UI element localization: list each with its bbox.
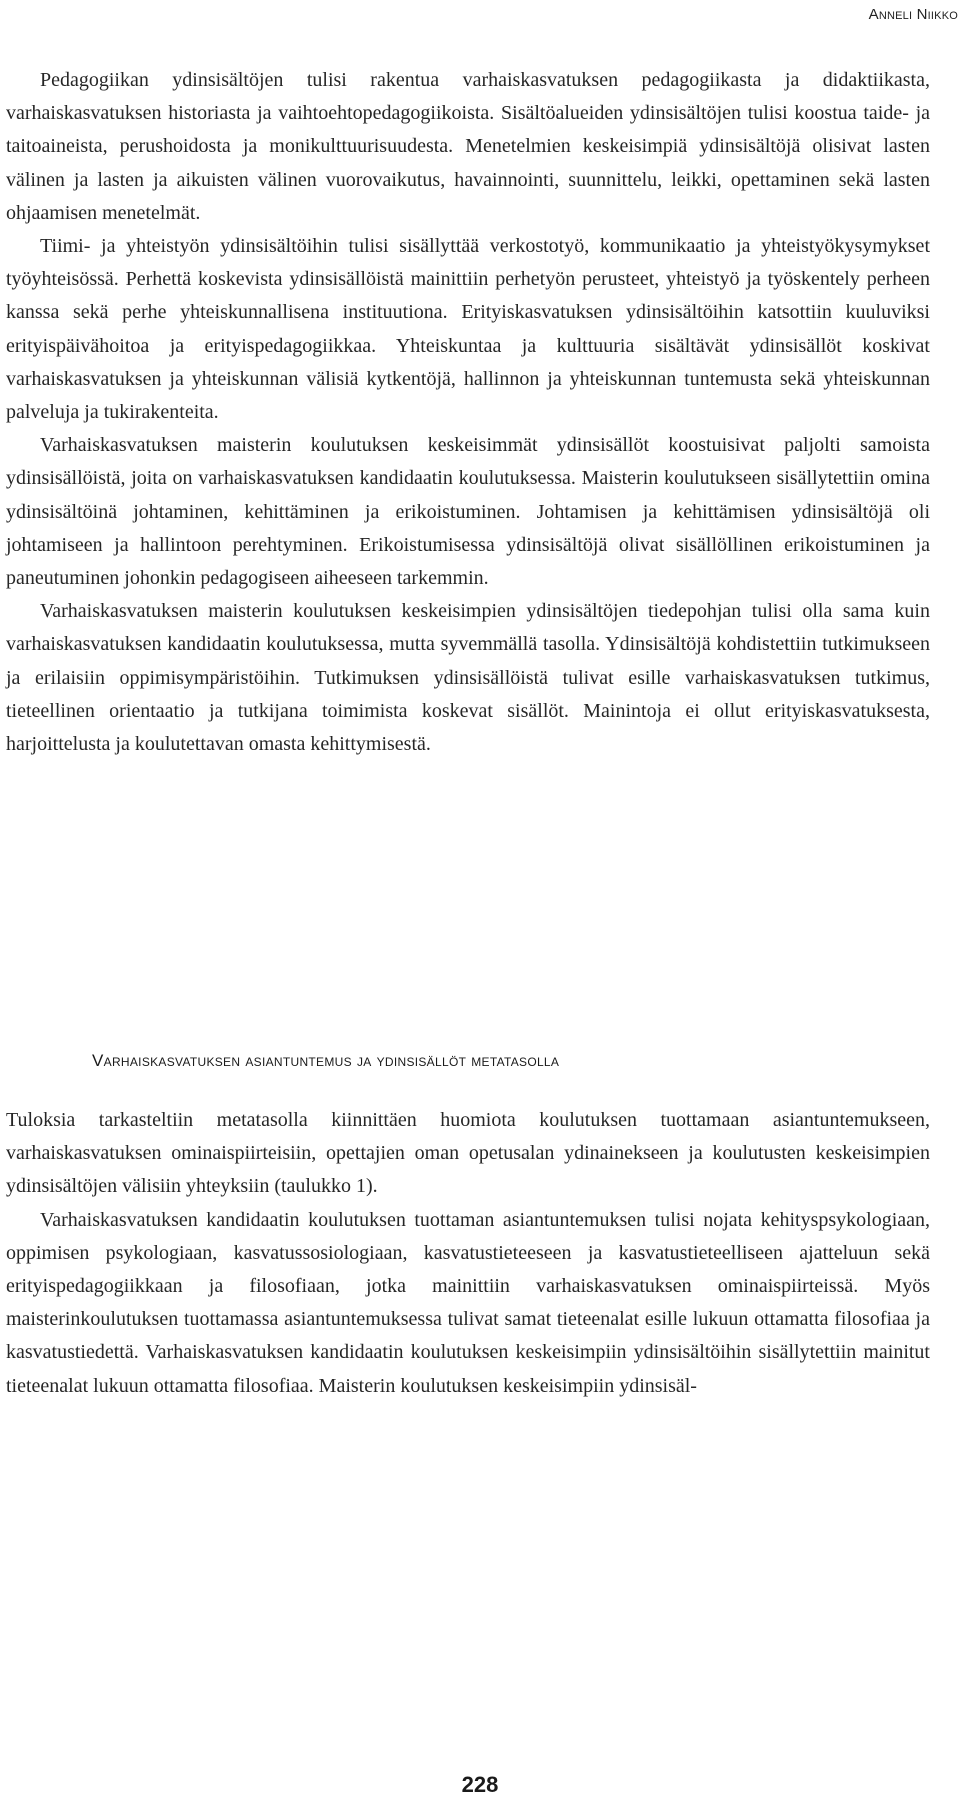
body-text-top [6, 64, 930, 761]
page-number: 228 [461, 1772, 499, 1797]
paragraph-meta-level-intro: Tuloksia tarkasteltiin metatasolla kiinnittäen huomiota koulutuksen tuottamaan asiantuntemukseen, varhaiskasvatuksen ominaispiirteisiin, opettajien oman opetusalan ydinainekseen ja koulutusten keskeisimpien ydinsisältöjen välisiin yhteyksiin (taulukko 1). [6, 1109, 930, 1198]
paragraph-master-core-content: Varhaiskasvatuksen maisterin koulutuksen keskeisimmät ydinsisällöt koostuisivat paljolti samoista ydinsisällöistä, joita on varhaiskasvatuksen kandidaatin koulutuksessa. Maisterin koulutukseen sisällytettiin omina ydinsisältöinä johtaminen, kehittäminen ja erikoistuminen. Johtamisen ja kehittämisen ydinsisältöjä oli johtamiseen ja hallintoon perehtyminen. Erikoistumisessa ydinsisältöjä olivat sisällöllinen erikoistuminen ja paneutuminen johonkin pedagogiseen aiheeseen tarkemmin. [6, 434, 930, 590]
running-header-author: Anneli Niikko [868, 6, 958, 23]
paragraph-pedagogy: Pedagogiikan ydinsisältöjen tulisi rakentua varhaiskasvatuksen pedagogiikasta ja didaktiikasta, varhaiskasvatuksen historiasta ja vaihtoehtopedagogiikoista. Sisältöalueiden ydinsisältöjen tulisi koostua taide- ja taitoaineista, perushoidosta ja monikulttuurisuudesta. Menetelmien keskeisimpiä ydinsisältöjä olisivat lasten välinen ja lasten ja aikuisten välinen vuorovaikutus, havainnointi, suunnittelu, leikki, opettaminen sekä lasten ohjaamisen menetelmät. [6, 69, 930, 224]
paragraph-master-science-base: Varhaiskasvatuksen maisterin koulutuksen keskeisimpien ydinsisältöjen tiedepohjan tulisi olla sama kuin varhaiskasvatuksen kandidaatin koulutuksessa, mutta syvemmällä tasolla. Ydinsisältöjä kohdistettiin tutkimukseen ja erilaisiin oppimisympäristöihin. Tutkimuksen ydinsisällöistä tulivat esille varhaiskasvatuksen tutkimus, tieteellinen orientaatio ja tutkijana toimimista koskevat sisällöt. Mainintoja ei ollut erityiskasvatuksesta, harjoittelusta ja koulutettavan omasta kehittymisestä. [6, 600, 930, 756]
paragraph-teamwork: Tiimi- ja yhteistyön ydinsisältöihin tulisi sisällyttää verkostotyö, kommunikaatio ja yhteistyökysymykset työyhteisössä. Perhettä koskevista ydinsisällöistä mainittiin perhetyön perusteet, yhteistyö ja työskentely perheen kanssa sekä perhe yhteiskunnallisena instituutiona. Erityiskasvatuksen ydinsisältöihin katsottiin kuuluviksi erityispäivähoitoa ja erityispedagogiikkaa. Yhteiskuntaa ja kulttuuria sisältävät ydinsisällöt koskivat varhaiskasvatuksen ja yhteiskunnan välisiä kytkentöjä, hallinnon ja yhteiskunnan tuntemusta sekä yhteiskunnan palveluja ja tukirakenteita. [6, 235, 930, 424]
section-heading: Varhaiskasvatuksen asiantuntemus ja ydinsisällöt metatasolla [92, 1051, 560, 1070]
body-text-bottom [6, 1104, 930, 1403]
paragraph-bachelor-expertise: Varhaiskasvatuksen kandidaatin koulutuksen tuottaman asiantuntemuksen tulisi nojata kehityspsykologiaan, oppimisen psykologiaan, kasvatussosiologiaan, kasvatustieteeseen ja kasvatustieteelliseen ajatteluun sekä erityispedagogiikkaan ja filosofiaan, jotka mainittiin varhaiskasvatuksen ominaispiirteissä. Myös maisterinkoulutuksen tuottamassa asiantuntemuksessa tulivat samat tieteenalat esille lukuun ottamatta filosofiaa ja kasvatustiedettä. Varhaiskasvatuksen kandidaatin koulutuksen keskeisimpiin ydinsisältöihin sisällytettiin mainitut tieteenalat lukuun ottamatta filosofiaa. Maisterin koulutuksen keskeisimpiin ydinsisäl- [6, 1208, 930, 1397]
